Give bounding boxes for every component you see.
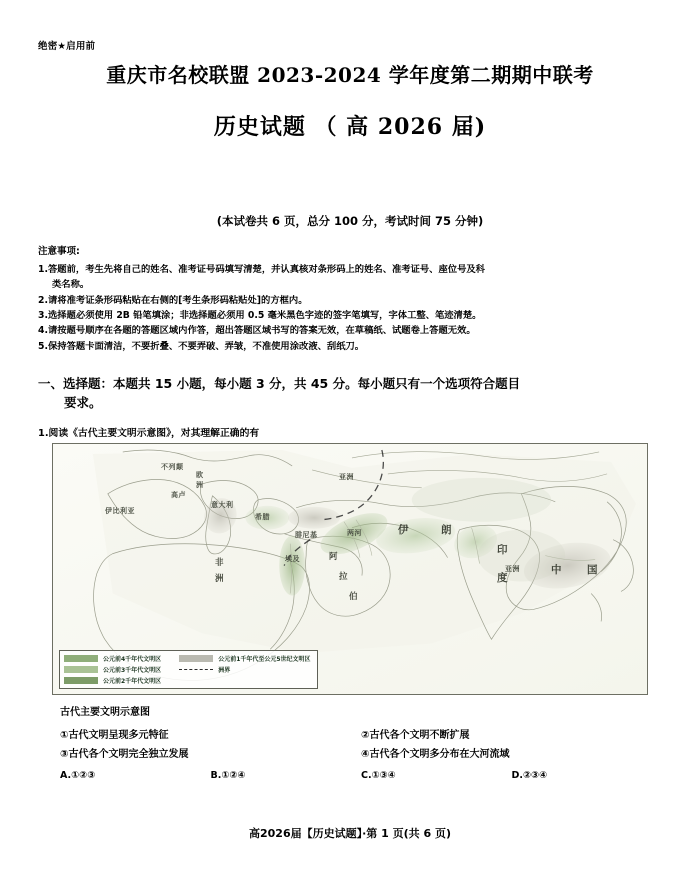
- secrecy-mark: 绝密★启用前: [38, 41, 96, 52]
- notice-line: 4.请按题号顺序在各题的答题区域内作答，超出答题区域书写的答案无效，在草稿纸、试题卷上答题无效。: [38, 325, 476, 337]
- legend-label: 洲界: [218, 666, 231, 674]
- notice-line-cont: 类名称。: [52, 279, 90, 291]
- notices-block: [38, 243, 662, 354]
- map-label: 欧: [196, 470, 204, 479]
- notice-line: 1.答题前，考生先将自己的姓名、准考证号码填写清楚，并认真核对条形码上的姓名、准考证号、座位号及科: [38, 264, 485, 275]
- legend-row: [179, 665, 310, 674]
- legend-label: 公元前4千年代文明区: [103, 655, 162, 663]
- notice-line: 5.保持答题卡面清洁，不要折叠、不要弄破、弄皱，不准使用涂改液、刮纸刀。: [38, 340, 365, 352]
- map-label: 朗: [441, 523, 454, 536]
- option-b[interactable]: B.①②④: [210, 769, 246, 781]
- legend-swatch-icon: [64, 677, 98, 684]
- statement-2: ②古代各个文明不断扩展: [361, 729, 470, 741]
- question-options: [38, 770, 662, 781]
- map-label: 不列颠: [161, 462, 184, 471]
- figure-caption: 古代主要文明示意图: [60, 706, 150, 718]
- statement-3: ③古代各个文明完全独立发展: [60, 748, 189, 760]
- option-c[interactable]: C.①③④: [361, 769, 396, 781]
- notice-item: [38, 293, 662, 308]
- legend-swatch-icon: [179, 655, 213, 662]
- legend-row: [179, 654, 310, 663]
- notices-heading: 注意事项:: [38, 246, 80, 257]
- map-label: 中: [551, 563, 564, 576]
- map-label: 伯: [349, 591, 359, 602]
- legend-row: [64, 665, 161, 674]
- legend-column-1: [64, 654, 161, 685]
- notice-item: [38, 262, 662, 293]
- legend-swatch-icon: [64, 655, 98, 662]
- statement-row: [60, 745, 662, 764]
- map-label: 伊比利亚: [105, 506, 135, 515]
- statement-row: [60, 726, 662, 745]
- legend-column-2: [179, 654, 310, 685]
- legend-row: [64, 654, 161, 663]
- map-label: 高卢: [171, 490, 186, 499]
- option-d[interactable]: D.②③④: [511, 769, 548, 781]
- notice-item: [38, 339, 662, 354]
- title-block: [38, 0, 662, 141]
- exam-meta: (本试卷共 6 页，总分 100 分，考试时间 75 分钟): [216, 214, 484, 228]
- map-label: 印: [497, 543, 510, 556]
- page-title: 重庆市名校联盟 2023-2024 学年度第二期期中联考: [106, 63, 594, 87]
- question-statements: [38, 726, 662, 764]
- legend-dashed-line-icon: [179, 666, 213, 673]
- map-label: 意大利: [211, 500, 234, 509]
- map-label: 希腊: [255, 512, 270, 521]
- section-heading-line-2: 要求。: [64, 395, 102, 411]
- page-footer: 高2026届【历史试题】·第 1 页(共 6 页): [249, 827, 451, 840]
- map-figure: [52, 443, 648, 695]
- notice-line: 3.选择题必须使用 2B 铅笔填涂；非选择题必须用 0.5 毫米黑色字迹的签字笔填写，字体工整、笔迹清楚。: [38, 309, 482, 321]
- legend-label: 公元前3千年代文明区: [103, 666, 162, 674]
- notice-item: [38, 323, 662, 338]
- map-legend: [59, 650, 318, 689]
- option-a[interactable]: A.①②③: [60, 769, 96, 781]
- map-label: 国: [587, 563, 600, 576]
- map-label: 度: [497, 571, 510, 584]
- question-1: [38, 425, 662, 781]
- legend-swatch-icon: [64, 666, 98, 673]
- map-label: 腓尼基: [295, 530, 318, 539]
- notice-item: [38, 308, 662, 323]
- statement-4: ④古代各个文明多分布在大河流域: [361, 748, 510, 760]
- map-label: 埃及: [285, 554, 300, 563]
- map-label: 拉: [339, 571, 349, 582]
- map-label: 伊: [398, 523, 411, 536]
- question-stem: 1.阅读《古代主要文明示意图》，对其理解正确的有: [38, 427, 260, 439]
- map-label: 洲: [196, 480, 204, 489]
- legend-label: 公元前1千年代至公元5世纪文明区: [218, 655, 311, 663]
- page-subtitle: 历史试题 （ 高 2026 届): [213, 114, 487, 140]
- map-label: 非: [215, 557, 225, 568]
- map-label: 两河: [347, 528, 362, 537]
- section-heading-line-1: 一、选择题：本题共 15 小题，每小题 3 分，共 45 分。每小题只有一个选项符合题目: [38, 375, 521, 391]
- map-label: 亚洲: [339, 472, 354, 481]
- map-label: 亚洲: [505, 564, 520, 573]
- statement-1: ①古代文明呈现多元特征: [60, 729, 169, 741]
- map-label: 阿: [329, 551, 339, 562]
- notice-line: 2.请将准考证条形码粘贴在右侧的[考生条形码粘贴处]的方框内。: [38, 294, 308, 306]
- legend-label: 公元前2千年代文明区: [103, 677, 162, 685]
- map-label: 洲: [215, 573, 225, 584]
- section-heading: [38, 374, 662, 413]
- legend-row: [64, 676, 161, 685]
